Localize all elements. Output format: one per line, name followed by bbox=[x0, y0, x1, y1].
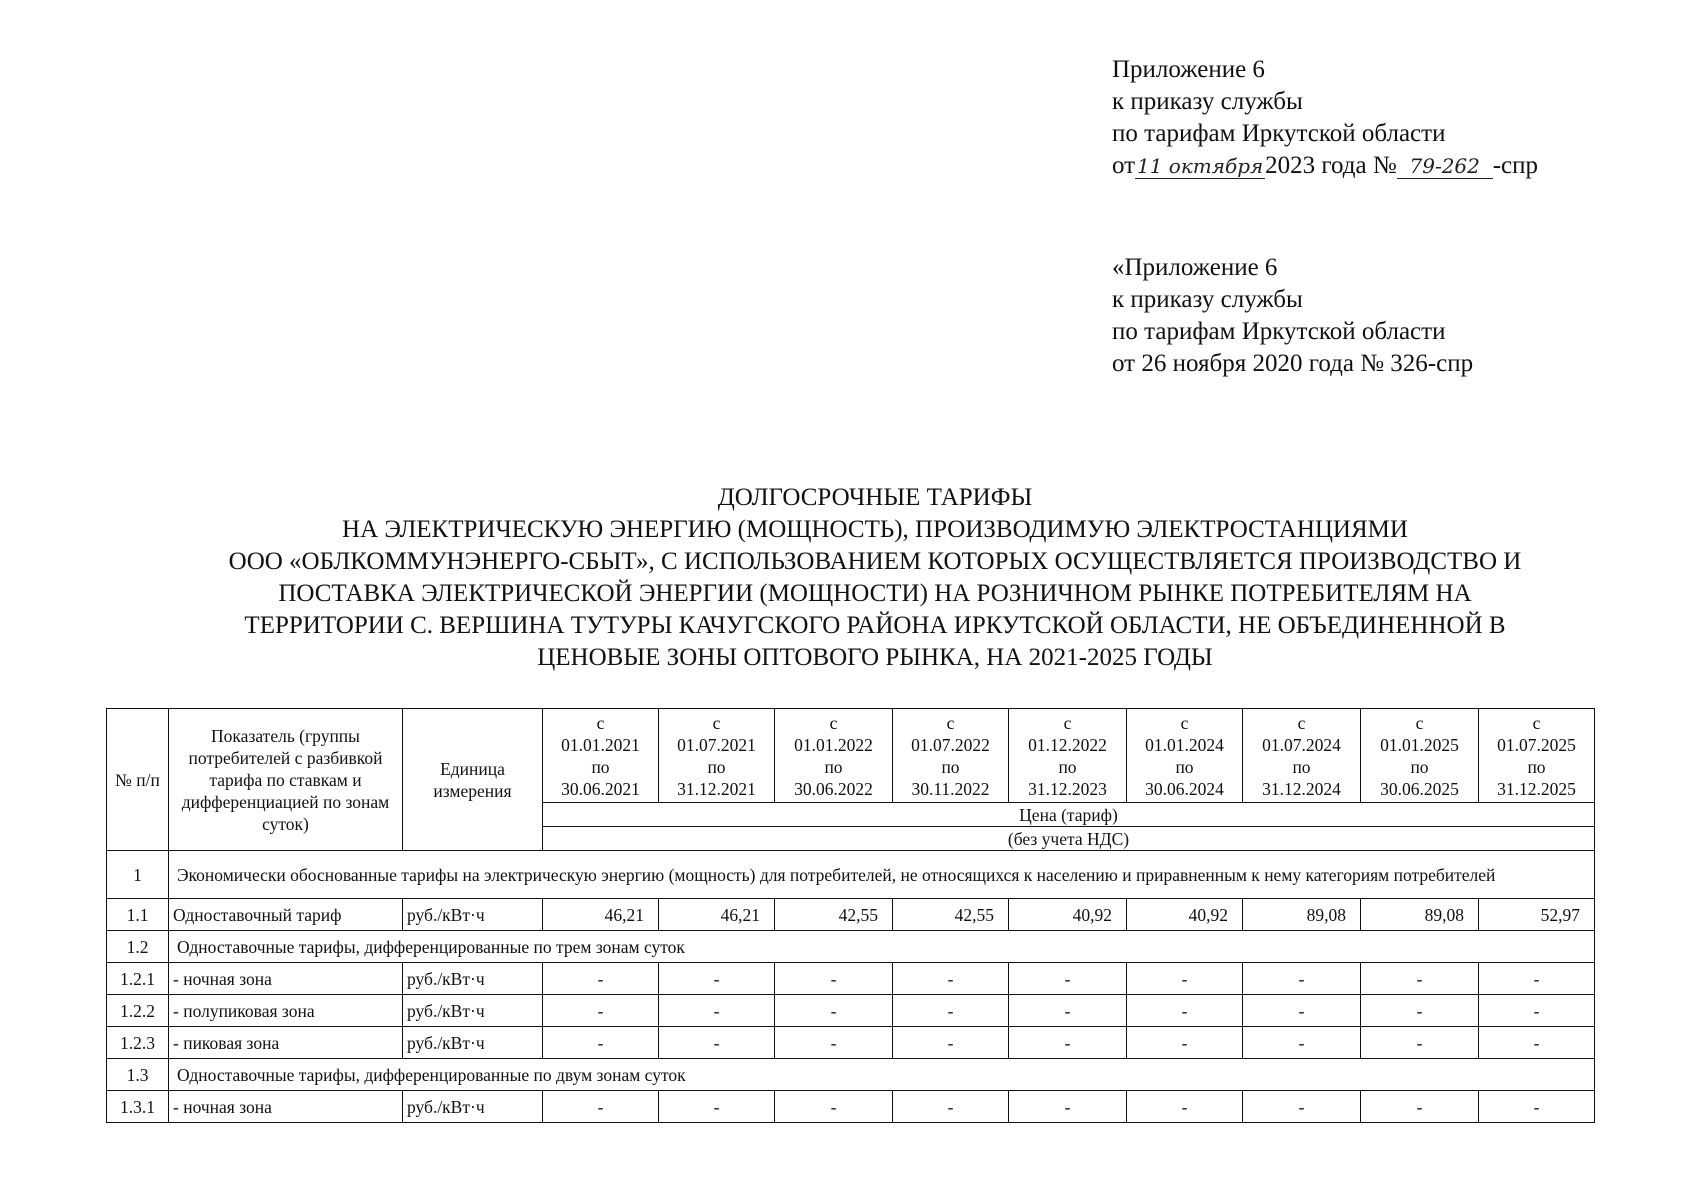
order-line: к приказу службы bbox=[1112, 88, 1303, 115]
period-c: с bbox=[1180, 712, 1189, 733]
row-num: 1.2.3 bbox=[107, 1027, 169, 1059]
period-po: по bbox=[591, 756, 610, 777]
table-header-row bbox=[107, 709, 1595, 803]
row-num: 1.2.1 bbox=[107, 963, 169, 995]
period-to: 31.12.2025 bbox=[1497, 778, 1576, 799]
authority-line: по тарифам Иркутской области bbox=[1112, 318, 1446, 345]
period-to: 31.12.2021 bbox=[677, 778, 756, 799]
tariff-value: - bbox=[1009, 995, 1127, 1027]
tariff-value: - bbox=[893, 995, 1009, 1027]
period-po: по bbox=[1058, 756, 1077, 777]
period-header bbox=[893, 709, 1009, 803]
period-c: с bbox=[712, 712, 721, 733]
number-suffix: -спр bbox=[1492, 152, 1539, 179]
period-to: 30.06.2024 bbox=[1145, 778, 1224, 799]
period-to: 30.06.2025 bbox=[1380, 778, 1459, 799]
table-body bbox=[107, 709, 1595, 1123]
tariff-value: - bbox=[659, 1091, 775, 1123]
header-indicator: Показатель (группы потребителей с разбивкой тарифа по ставкам и дифференциацией по зонам суток) bbox=[169, 709, 403, 851]
title-line: ТЕРРИТОРИИ С. ВЕРШИНА ТУТУРЫ КАЧУГСКОГО РАЙОНА ИРКУТСКОЙ ОБЛАСТИ, НЕ ОБЪЕДИНЕННОЙ В bbox=[244, 612, 1506, 639]
tariff-value: 42,55 bbox=[775, 899, 893, 931]
period-to: 30.06.2021 bbox=[561, 778, 640, 799]
title-line: НА ЭЛЕКТРИЧЕСКУЮ ЭНЕРГИЮ (МОЩНОСТЬ), ПРОИЗВОДИМУЮ ЭЛЕКТРОСТАНЦИЯМИ bbox=[342, 516, 1408, 543]
title-line: ООО «ОБЛКОММУНЭНЕРГО-СБЫТ», С ИСПОЛЬЗОВАНИЕМ КОТОРЫХ ОСУЩЕСТВЛЯЕТСЯ ПРОИЗВОДСТВО И bbox=[228, 548, 1522, 575]
tariff-value: - bbox=[1127, 995, 1243, 1027]
tariff-value: - bbox=[543, 995, 659, 1027]
table-row bbox=[107, 899, 1595, 931]
period-header bbox=[1243, 709, 1361, 803]
period-header bbox=[1009, 709, 1127, 803]
period-po: по bbox=[941, 756, 960, 777]
header-unit: Единица измерения bbox=[403, 709, 543, 851]
row-indicator: - ночная зона bbox=[169, 1091, 403, 1123]
section-title: Одноставочные тарифы, дифференцированные по двум зонам суток bbox=[169, 1059, 1595, 1091]
tariff-value: 40,92 bbox=[1009, 899, 1127, 931]
period-header bbox=[775, 709, 893, 803]
tariff-value: - bbox=[659, 995, 775, 1027]
period-c: с bbox=[1297, 712, 1306, 733]
period-from: 01.01.2021 bbox=[561, 734, 640, 755]
period-c: с bbox=[1532, 712, 1541, 733]
tariff-value: - bbox=[1479, 1027, 1595, 1059]
row-unit: руб./кВт·ч bbox=[403, 995, 543, 1027]
period-po: по bbox=[1527, 756, 1546, 777]
appendix-header-original bbox=[1112, 252, 1473, 380]
period-to: 30.11.2022 bbox=[911, 778, 990, 799]
period-c: с bbox=[596, 712, 605, 733]
document-title bbox=[100, 482, 1650, 674]
period-header bbox=[659, 709, 775, 803]
row-indicator: - полупиковая зона bbox=[169, 995, 403, 1027]
price-label: Цена (тариф) bbox=[543, 803, 1595, 827]
tariff-value: - bbox=[1479, 963, 1595, 995]
tariff-value: - bbox=[775, 1027, 893, 1059]
period-to: 31.12.2023 bbox=[1028, 778, 1107, 799]
row-indicator: - пиковая зона bbox=[169, 1027, 403, 1059]
row-num: 1 bbox=[107, 851, 169, 899]
tariff-value: - bbox=[659, 1027, 775, 1059]
order-date-line: от 26 ноября 2020 года № 326-спр bbox=[1112, 350, 1474, 377]
appendix-header-current bbox=[1112, 54, 1538, 182]
row-num: 1.2.2 bbox=[107, 995, 169, 1027]
handwritten-date: 11 октября bbox=[1136, 154, 1264, 178]
authority-line: по тарифам Иркутской области bbox=[1112, 120, 1446, 147]
tariff-value: - bbox=[543, 1091, 659, 1123]
tariff-value: - bbox=[1009, 963, 1127, 995]
tariff-value: - bbox=[893, 1027, 1009, 1059]
tariff-value: - bbox=[1127, 963, 1243, 995]
appendix-line: «Приложение 6 bbox=[1112, 254, 1278, 281]
tariff-value: 40,92 bbox=[1127, 899, 1243, 931]
order-date-line bbox=[1112, 150, 1538, 182]
date-prefix: от bbox=[1112, 152, 1136, 179]
tariff-value: - bbox=[1361, 1027, 1479, 1059]
tariff-value: - bbox=[1479, 1091, 1595, 1123]
row-num: 1.2 bbox=[107, 931, 169, 963]
tariff-value: - bbox=[1361, 995, 1479, 1027]
section-row bbox=[107, 1059, 1595, 1091]
tariff-value: - bbox=[893, 1091, 1009, 1123]
period-header bbox=[1127, 709, 1243, 803]
period-header bbox=[1479, 709, 1595, 803]
tariff-value: 89,08 bbox=[1361, 899, 1479, 931]
section-row bbox=[107, 851, 1595, 899]
table-row bbox=[107, 995, 1595, 1027]
period-from: 01.07.2025 bbox=[1497, 734, 1576, 755]
period-header bbox=[1361, 709, 1479, 803]
row-unit: руб./кВт·ч bbox=[403, 963, 543, 995]
title-line: ЦЕНОВЫЕ ЗОНЫ ОПТОВОГО РЫНКА, НА 2021-2025 ГОДЫ bbox=[537, 644, 1213, 671]
vat-label: (без учета НДС) bbox=[543, 827, 1595, 851]
period-to: 31.12.2024 bbox=[1262, 778, 1341, 799]
row-num: 1.1 bbox=[107, 899, 169, 931]
period-po: по bbox=[1175, 756, 1194, 777]
tariff-value: - bbox=[1127, 1091, 1243, 1123]
row-indicator: - ночная зона bbox=[169, 963, 403, 995]
title-line: ДОЛГОСРОЧНЫЕ ТАРИФЫ bbox=[717, 484, 1033, 511]
tariff-value: 46,21 bbox=[543, 899, 659, 931]
tariff-value: - bbox=[1243, 1091, 1361, 1123]
period-po: по bbox=[824, 756, 843, 777]
tariff-value: - bbox=[775, 995, 893, 1027]
order-line: к приказу службы bbox=[1112, 286, 1303, 313]
period-from: 01.07.2021 bbox=[677, 734, 756, 755]
period-c: с bbox=[1063, 712, 1072, 733]
section-title: Одноставочные тарифы, дифференцированные по трем зонам суток bbox=[169, 931, 1595, 963]
table-row bbox=[107, 1091, 1595, 1123]
table-row bbox=[107, 1027, 1595, 1059]
row-num: 1.3 bbox=[107, 1059, 169, 1091]
period-from: 01.07.2024 bbox=[1262, 734, 1341, 755]
appendix-line: Приложение 6 bbox=[1112, 56, 1265, 83]
tariff-value: - bbox=[543, 1027, 659, 1059]
tariff-value: - bbox=[1009, 1091, 1127, 1123]
row-indicator: Одноставочный тариф bbox=[169, 899, 403, 931]
period-c: с bbox=[946, 712, 955, 733]
period-from: 01.01.2024 bbox=[1145, 734, 1224, 755]
tariff-value: - bbox=[775, 1091, 893, 1123]
handwritten-number: 79-262 bbox=[1397, 154, 1493, 179]
period-from: 01.12.2022 bbox=[1028, 734, 1107, 755]
row-num: 1.3.1 bbox=[107, 1091, 169, 1123]
title-line: ПОСТАВКА ЭЛЕКТРИЧЕСКОЙ ЭНЕРГИИ (МОЩНОСТИ) НА РОЗНИЧНОМ РЫНКЕ ПОТРЕБИТЕЛЯМ НА bbox=[278, 580, 1472, 607]
period-from: 01.07.2022 bbox=[911, 734, 990, 755]
section-title: Экономически обоснованные тарифы на электрическую энергию (мощность) для потребителей, не относящихся к населению и приравненным к нему категориям потребителей bbox=[169, 851, 1595, 899]
tariff-value: - bbox=[1243, 995, 1361, 1027]
tariff-value: - bbox=[893, 963, 1009, 995]
tariff-value: - bbox=[1243, 1027, 1361, 1059]
year-text: 2023 года № bbox=[1265, 152, 1397, 179]
tariff-value: 42,55 bbox=[893, 899, 1009, 931]
period-from: 01.01.2022 bbox=[794, 734, 873, 755]
tariff-value: - bbox=[1361, 1091, 1479, 1123]
period-po: по bbox=[707, 756, 726, 777]
period-po: по bbox=[1292, 756, 1311, 777]
tariff-value: - bbox=[1479, 995, 1595, 1027]
header-num: № п/п bbox=[107, 709, 169, 851]
tariff-value: 46,21 bbox=[659, 899, 775, 931]
tariff-value: - bbox=[543, 963, 659, 995]
row-unit: руб./кВт·ч bbox=[403, 899, 543, 931]
tariff-value: - bbox=[775, 963, 893, 995]
tariff-value: - bbox=[1361, 963, 1479, 995]
tariff-value: - bbox=[1127, 1027, 1243, 1059]
period-c: с bbox=[829, 712, 838, 733]
period-header bbox=[543, 709, 659, 803]
period-c: с bbox=[1415, 712, 1424, 733]
tariff-value: 89,08 bbox=[1243, 899, 1361, 931]
tariff-value: - bbox=[1009, 1027, 1127, 1059]
period-po: по bbox=[1410, 756, 1429, 777]
tariff-value: 52,97 bbox=[1479, 899, 1595, 931]
period-from: 01.01.2025 bbox=[1380, 734, 1459, 755]
row-unit: руб./кВт·ч bbox=[403, 1027, 543, 1059]
tariff-value: - bbox=[1243, 963, 1361, 995]
tariff-table bbox=[106, 708, 1595, 1123]
section-row bbox=[107, 931, 1595, 963]
table-row bbox=[107, 963, 1595, 995]
row-unit: руб./кВт·ч bbox=[403, 1091, 543, 1123]
tariff-value: - bbox=[659, 963, 775, 995]
period-to: 30.06.2022 bbox=[794, 778, 873, 799]
